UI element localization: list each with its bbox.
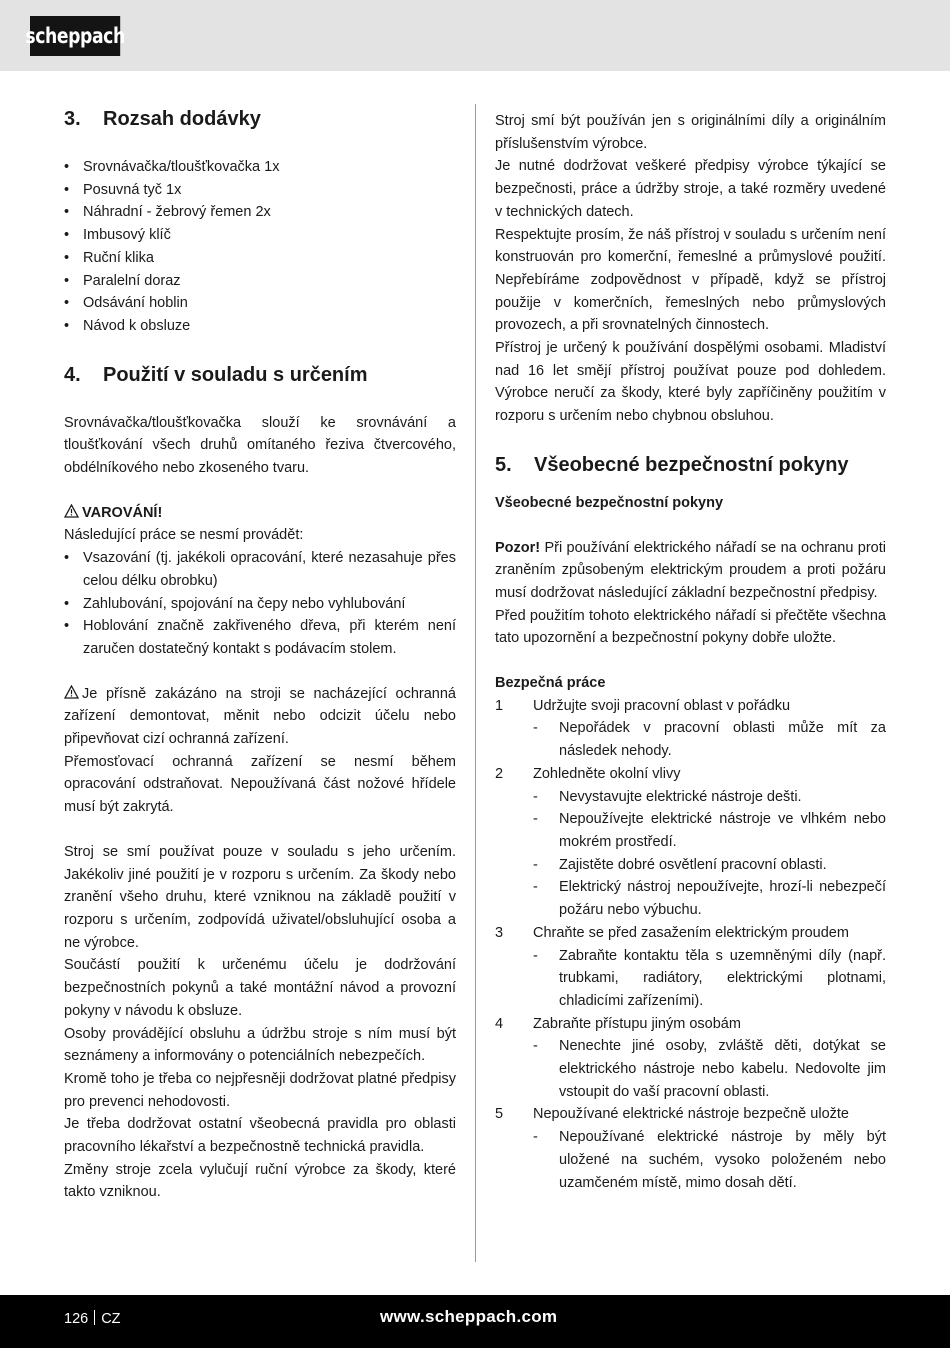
paragraph: Součástí použití k určenému účelu je dodržování bezpečnostních pokynů a také montážní návod a provozní pokyny v návodu k obsluze. [64, 957, 456, 1019]
paragraph: Přístroj je určený k používání dospělými osobami. Mladiství nad 16 let smějí přístroj používat pouze pod dohledem. Výrobce neručí za škody, které byly zapříčiněny použitím v rozporu s určením nebo chybnou obsluhou. [495, 340, 886, 425]
safety-list [495, 695, 886, 1194]
sub-item: - Nepořádek v pracovní oblasti může mít za následek nehody. [533, 720, 886, 760]
sub-item: - Elektrický nástroj nepoužívejte, hrozí-li nebezpečí požáru nebo výbuchu. [533, 879, 886, 919]
section-3-heading [64, 104, 456, 134]
sub-item: - Zajistěte dobré osvětlení pracovní oblasti. [533, 856, 827, 873]
left-column [64, 104, 456, 1204]
warning-heading: VAROVÁNÍ! [64, 502, 456, 525]
section-title: Všeobecné bezpečnostní pokyny [534, 453, 849, 476]
list-item: • Zahlubování, spojování na čepy nebo vyhlubování [64, 595, 406, 612]
intended-use-paragraph: Srovnávačka/tloušťkovačka slouží ke srovnávání a tloušťkování všech druhů omítaného řeziva čtvercového, obdélníkového nebo zkoseného tvaru. [64, 414, 456, 477]
sub-item: - Nenechte jiné osoby, zvláště děti, dotýkat se elektrického nástroje nebo kabelu. Nedovolte jim vstoupit do vaší pracovní oblasti. [533, 1038, 886, 1100]
paragraph: Respektujte prosím, že náš přístroj v souladu s určením není konstruován pro komerční, řemeslné a průmyslové použití. Nepřebíráme zodpovědnost v případě, když se přístroj použije v komerčních, řemeslných nebo průmyslových provozech, a při srovnatelných činnostech. [495, 226, 886, 334]
list-item: • Imbusový klíč [64, 227, 171, 244]
list-item: • Srovnávačka/tloušťkovačka 1x [64, 159, 280, 175]
divider [94, 1310, 95, 1325]
paragraph: Je třeba dodržovat ostatní všeobecná pravidla pro oblasti pracovního lékařství a bezpečnostně technická pravidla. [64, 1116, 456, 1156]
list-item: 2 Zohledněte okolní vlivy [495, 765, 681, 782]
paragraph: Přemosťovací ochranná zařízení se nesmí během opracování odstraňovat. Nepoužívaná část nožové hřídele musí být zakrytá. [64, 753, 456, 816]
footer-bar [0, 1295, 950, 1348]
list-item: • Posuvná tyč 1x [64, 181, 182, 198]
section-title: Použití v souladu s určením [103, 363, 368, 386]
warning-triangle-icon [64, 502, 82, 525]
paragraph: Změny stroje zcela vylučují ruční výrobce za škody, které takto vzniknou. [64, 1161, 456, 1201]
right-column [495, 110, 886, 1194]
list-item: • Návod k obsluze [64, 317, 191, 334]
warning-triangle-icon [64, 683, 82, 706]
paragraph: Je nutné dodržovat veškeré předpisy výrobce týkající se bezpečnosti, práce a údržby stroje, a také rozměry uvedené v technických datech. [495, 158, 886, 220]
paragraph: Osoby provádějící obsluhu a údržbu stroje s ním musí být seznámeny a informovány o potenciálních nebezpečích. [64, 1025, 456, 1065]
subsection-title: Všeobecné bezpečnostní pokyny [495, 494, 724, 511]
sub-item: - Nepoužívané elektrické nástroje by měly být uložené na suchém, vysoko položeném nebo uzamčeném místě, mimo dosah dětí. [533, 1129, 886, 1191]
list-item: • Ruční klika [64, 249, 154, 266]
paragraph: Stroj smí být používán jen s originálními díly a originálním příslušenstvím výrobce. [495, 113, 886, 152]
delivery-list [64, 156, 456, 338]
sub-item: - Nepoužívejte elektrické nástroje ve vlhkém nebo mokrém prostředí. [533, 811, 886, 850]
list-item: • Paralelní doraz [64, 272, 181, 289]
sub-item: - Zabraňte kontaktu těla s uzemněnými díly (např. trubkami, radiátory, elektrickými plotnami, chladicími zařízeními). [533, 947, 886, 1009]
list-item: 4 Zabraňte přístupu jiným osobám [495, 1015, 741, 1032]
list-item: 5 Nepoužívané elektrické nástroje bezpečně uložte [495, 1106, 849, 1123]
paragraph: Kromě toho je třeba co nejpřesněji dodržovat platné předpisy pro prevenci nehodovosti. [64, 1070, 456, 1110]
section-number: 5. [495, 453, 512, 476]
paragraph: Před použitím tohoto elektrického nářadí si přečtěte všechna tato upozornění a bezpečnostní pokyny dobře uložte. [495, 607, 886, 647]
section-4-heading [64, 360, 456, 390]
prohibition-paragraph: Je přísně zakázáno na stroji se nacházející ochranná zařízení demontovat, měnit nebo odcizit účelu nebo připevňovat cizí ochranná zařízení. [64, 683, 456, 751]
list-item: • Hoblování značně zakřiveného dřeva, při kterém není zaručen dostatečný kontakt s podávacím stolem. [64, 618, 456, 657]
section-number: 4. [64, 363, 81, 386]
scheppach-logo: scheppach [30, 16, 120, 56]
safe-work-title: Bezpečná práce [495, 675, 606, 692]
paragraph: Stroj se smí používat pouze v souladu s jeho určením. Jakékoliv jiné použití je v rozporu s určením. Za škody nebo zranění všeho druhu, které vzniknou na základě použití v rozporu s určením, zodpovídá uživatel/obsluhující osoba a ne výrobce. [64, 843, 456, 951]
section-5-heading [495, 450, 886, 480]
sub-item: - Nevystavujte elektrické nástroje dešti. [533, 788, 802, 805]
column-divider [475, 104, 476, 1262]
list-item: 3 Chraňte se před zasažením elektrickým proudem [495, 924, 849, 941]
website-link[interactable]: www.scheppach.com [380, 1307, 558, 1326]
prohibited-list [64, 547, 456, 661]
list-item: • Náhradní - žebrový řemen 2x [64, 204, 271, 221]
warning-intro: Následující práce se nesmí provádět: [64, 527, 304, 544]
caution-paragraph: Pozor! Při používání elektrického nářadí se na ochranu proti zraněním způsobeným elektrickým proudem a proti požáru musí dodržovat následující základní bezpečnostní předpisy. [495, 539, 886, 601]
list-item: 1 Udržujte svoji pracovní oblast v pořádku [495, 697, 791, 714]
list-item: • Odsávání hoblin [64, 295, 188, 312]
section-title: Rozsah dodávky [103, 108, 261, 130]
header-band [0, 0, 950, 71]
list-item: • Vsazování (tj. jakékoli opracování, které nezasahuje přes celou délku obrobku) [64, 550, 456, 589]
section-number: 3. [64, 108, 81, 130]
page-number: 126 CZ [64, 1311, 121, 1327]
